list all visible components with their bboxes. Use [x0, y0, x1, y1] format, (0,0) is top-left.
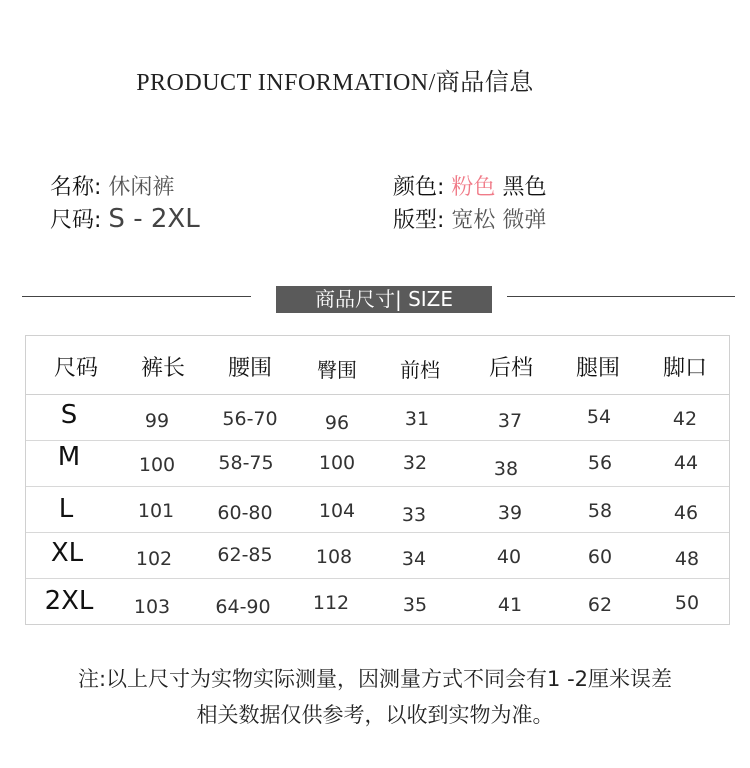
header-length: 裤长: [140, 356, 186, 381]
table-cell: 112: [312, 592, 350, 614]
table-cell: 50: [674, 592, 700, 614]
table-cell: 58: [587, 500, 613, 522]
table-cell: 62: [587, 594, 613, 616]
product-name: [50, 170, 174, 201]
table-cell: 99: [144, 410, 170, 432]
size-value: S - 2XL: [108, 204, 200, 234]
table-cell: 54: [586, 406, 612, 428]
color-label: 颜色:: [393, 175, 445, 200]
table-cell: 33: [401, 504, 427, 526]
fit-value: 宽松 微弹: [451, 208, 547, 233]
table-cell: 56-70: [222, 408, 278, 430]
table-header-row: [26, 336, 729, 395]
table-cell: 103: [133, 596, 171, 618]
color-pink: 粉色: [451, 175, 496, 200]
table-row: [26, 394, 729, 441]
table-cell: 38: [493, 458, 519, 480]
table-cell: 42: [672, 408, 698, 430]
note-line-2: 相关数据仅供参考，以收到实物为准。: [196, 703, 554, 727]
product-size-range: [50, 203, 200, 234]
table-cell: 100: [138, 454, 176, 476]
table-cell: 32: [402, 452, 428, 474]
size-2xl: 2XL: [44, 586, 94, 616]
table-cell: 46: [673, 502, 699, 524]
table-cell: 102: [135, 548, 173, 570]
table-cell: 39: [497, 502, 523, 524]
table-cell: 58-75: [218, 452, 274, 474]
divider-right: [507, 296, 735, 297]
header-waist: 腰围: [227, 356, 273, 381]
table-cell: 108: [315, 546, 353, 568]
size-l: L: [58, 494, 74, 524]
page-title: PRODUCT INFORMATION/商品信息: [136, 70, 534, 96]
table-cell: 35: [402, 594, 428, 616]
table-cell: 34: [401, 548, 427, 570]
table-cell: 100: [318, 452, 356, 474]
header-hip: 臀围: [317, 358, 357, 382]
size-banner: 商品尺寸| SIZE: [276, 286, 492, 313]
table-cell: 60-80: [217, 502, 273, 524]
size-label: 尺码:: [50, 208, 102, 233]
table-cell: 64-90: [215, 596, 271, 618]
color-black: 黑色: [502, 175, 547, 200]
size-s: S: [60, 400, 78, 430]
table-cell: 60: [587, 546, 613, 568]
header-size: 尺码: [53, 356, 99, 381]
table-cell: 44: [673, 452, 699, 474]
table-cell: 31: [404, 408, 430, 430]
table-row: [26, 486, 729, 533]
header-thigh: 腿围: [575, 356, 621, 381]
table-cell: 48: [674, 548, 700, 570]
fit-label: 版型:: [393, 208, 445, 233]
product-colors: [393, 170, 546, 201]
table-cell: 62-85: [217, 544, 273, 566]
table-cell: 41: [497, 594, 523, 616]
table-cell: 101: [137, 500, 175, 522]
name-value: 休闲裤: [108, 175, 175, 200]
table-cell: 104: [318, 500, 356, 522]
divider-left: [22, 296, 251, 297]
table-cell: 56: [587, 452, 613, 474]
size-xl: XL: [50, 538, 84, 568]
header-back-rise: 后档: [488, 356, 534, 381]
table-cell: 40: [496, 546, 522, 568]
table-row: [26, 578, 729, 624]
table-cell: 37: [497, 410, 523, 432]
table-cell: 96: [324, 412, 350, 434]
size-m: M: [57, 442, 81, 472]
product-fit: [393, 203, 546, 234]
size-table: [25, 335, 730, 625]
note-line-1: 注:以上尺寸为实物实际测量，因测量方式不同会有1 -2厘米误差: [77, 667, 673, 691]
header-hem: 脚口: [662, 356, 708, 381]
name-label: 名称:: [50, 175, 102, 200]
table-row: [26, 532, 729, 579]
table-row: [26, 440, 729, 487]
header-front-rise: 前档: [400, 358, 440, 382]
